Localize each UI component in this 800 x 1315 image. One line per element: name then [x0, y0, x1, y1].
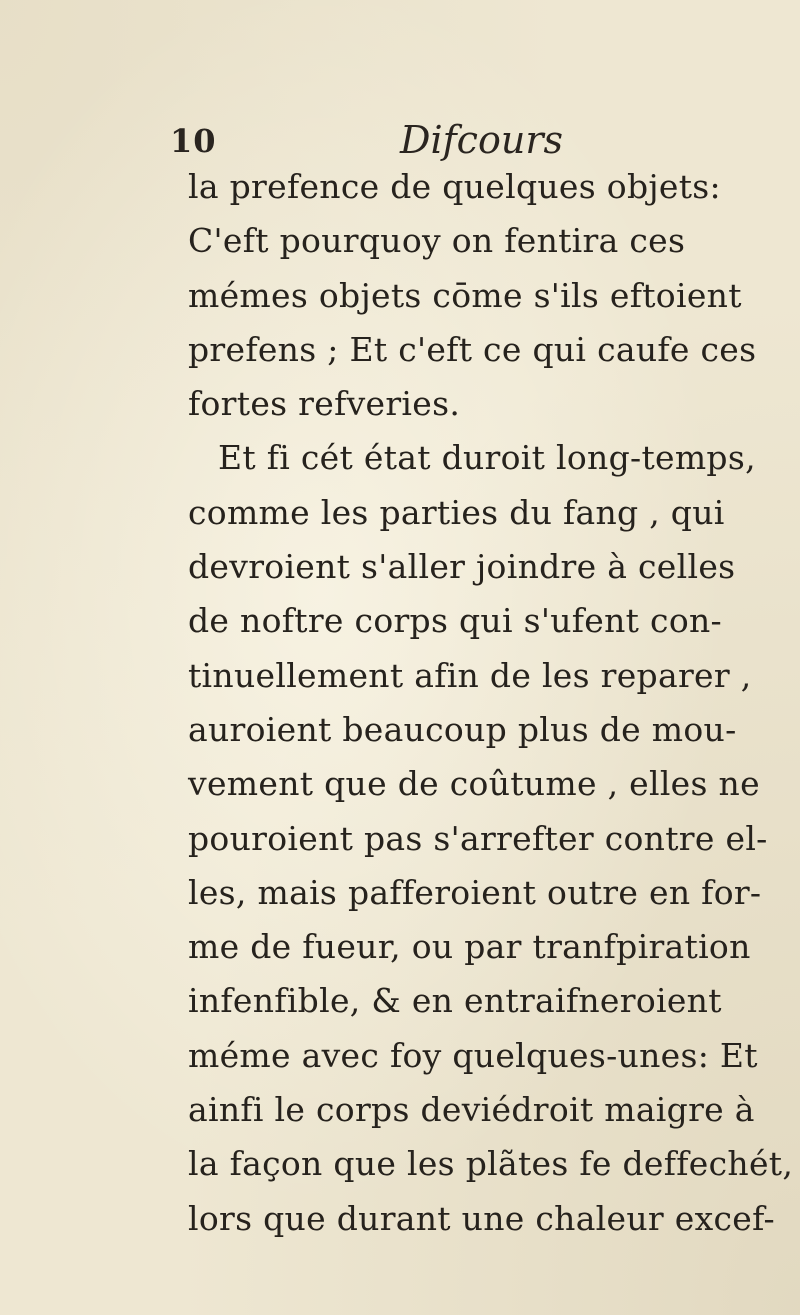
body-text	[188, 160, 794, 1246]
text-line: méme avec foy quelques-unes: Et	[188, 1035, 758, 1075]
text-line: de noftre corps qui s'ufent con-	[188, 601, 722, 641]
text-line: la façon que les plãtes fe deffechét,	[188, 1144, 794, 1184]
running-head: Difcours	[400, 118, 563, 162]
text-line: C'eft pourquoy on fentira ces	[188, 221, 686, 261]
text-line: mémes objets cōme s'ils eftoient	[188, 275, 742, 315]
text-line: lors que durant une chaleur excef-	[188, 1198, 775, 1238]
text-line: infenfible, & en entraifneroient	[188, 981, 722, 1021]
text-line: la prefence de quelques objets:	[188, 167, 721, 206]
text-line: les, mais pafferoient outre en for-	[188, 872, 762, 912]
text-line: fortes refveries.	[188, 384, 461, 424]
text-line: tinuellement afin de les reparer ,	[188, 655, 752, 695]
text-line: vement que de coûtume , elles ne	[188, 764, 760, 804]
page-number: 10	[170, 122, 217, 160]
text-line: devroient s'aller joindre à celles	[188, 547, 736, 587]
text-line: prefens ; Et c'eft ce qui caufe ces	[188, 329, 757, 369]
text-line: pouroient pas s'arrefter contre el-	[188, 818, 768, 858]
paragraph-start-line: Et fi cét état duroit long-temps,	[218, 438, 756, 478]
text-line: auroient beaucoup plus de mou-	[188, 709, 737, 749]
text-line: ainfi le corps deviédroit maigre à	[188, 1090, 755, 1130]
text-line: comme les parties du fang , qui	[188, 492, 725, 532]
text-line: me de fueur, ou par tranfpiration	[188, 927, 751, 967]
